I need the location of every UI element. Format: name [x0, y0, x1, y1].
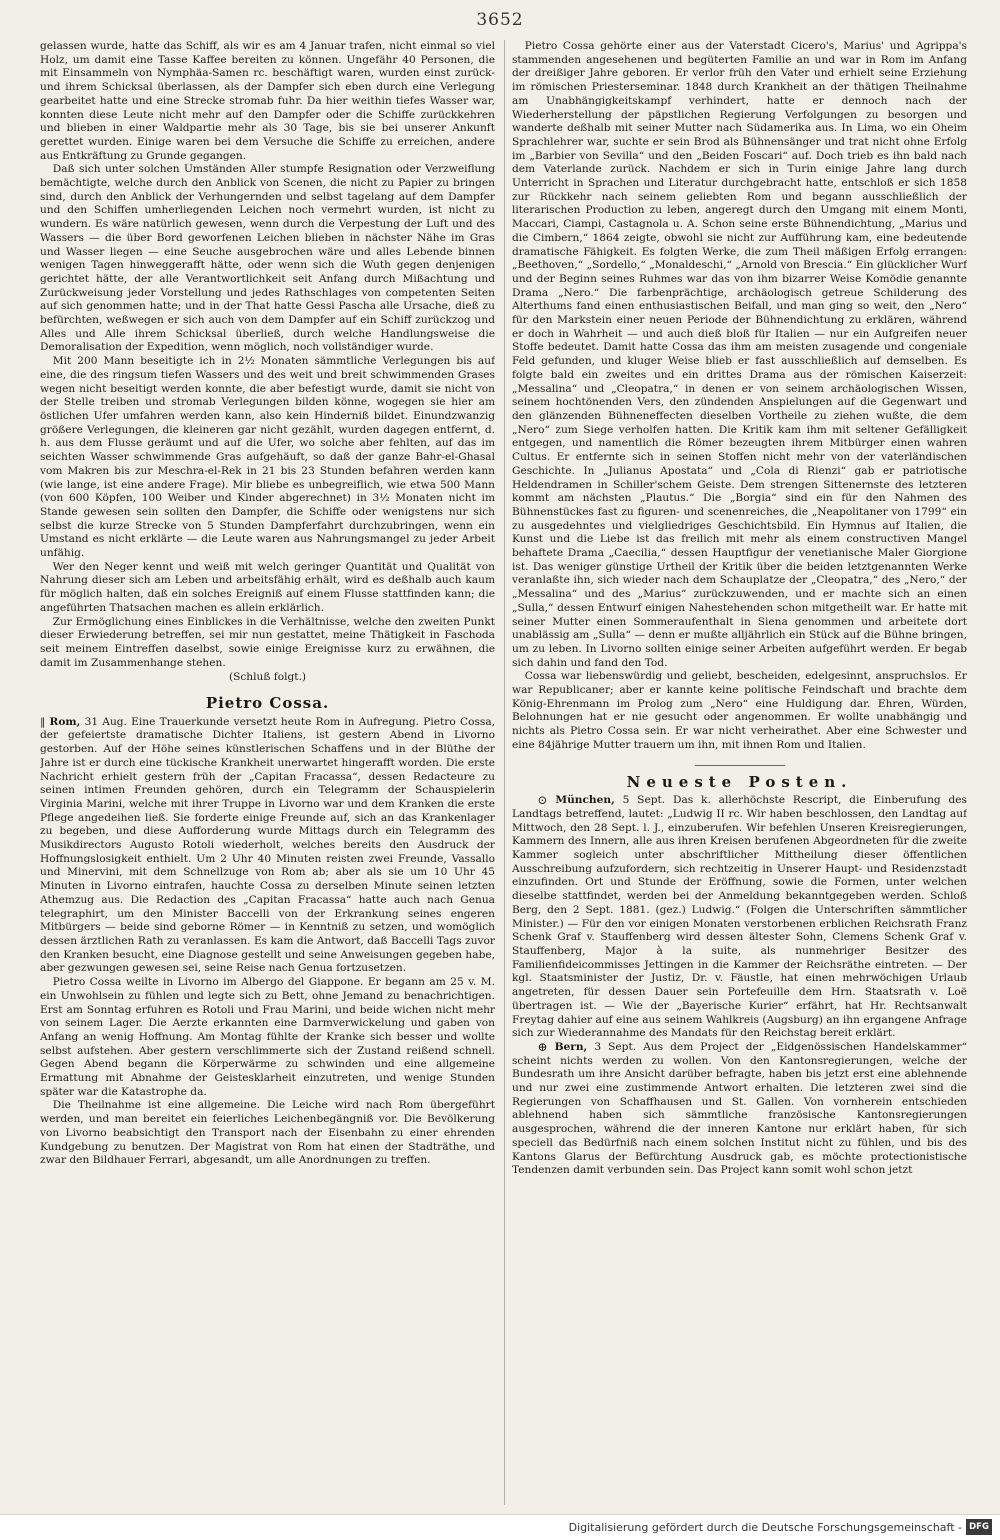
- section-title-latest-news: Neueste Posten.: [626, 772, 853, 791]
- article-paragraph: Die Theilnahme ist eine allgemeine. Die Leiche wird nach Rom übergeführt werden, und man bereitet ein feierliches Leichenbegängniß vor. Die Bevölkerung von Livorno beabsichtigt den Transport nach der Eisenbahn zu einer ehrenden Kundgebung zu benutzen. Der Magistrat von Rom hat einen der Stadträthe, und zwar den Bildhauer Ferrari, abgesandt, um alle Anordnungen zu treffen.: [40, 1099, 495, 1167]
- article-paragraph: Zur Ermöglichung eines Einblickes in die Verhältnisse, welche den zweiten Punkt dieser Erwiederung betreffen, sei mir nun gestattet, meine Thätigkeit in Faschoda seit meinem Eintreffen daselbst, sowie einige Ereignisse kurz zu erwähnen, die damit im Zusammenhange stehen.: [40, 615, 495, 669]
- right-column: [512, 40, 967, 1505]
- cossa-lead-paragraph: [40, 716, 495, 976]
- funding-notice: Digitalisierung gefördert durch die Deutsche Forschungsgemeinschaft -: [568, 1521, 962, 1534]
- article-paragraph: Daß sich unter solchen Umständen Aller stumpfe Resignation oder Verzweiflung bemächtigte, welche durch den Anblick von Scenen, die nicht zu Papier zu bringen sind, durch den Anblick der Verhungernden und selbst tagelang auf dem Dampfer und den Schiffen umherliegenden Leichen noch vermehrt wurden, ist nicht zu wundern. Es wäre natürlich gewesen, wenn durch die Verpestung der Luft und des Wassers — die über Bord geworfenen Leichen blieben in nächster Nähe im Gras und Wasser liegen — eine Seuche ausgebrochen wäre und alles Lebende binnen wenigen Tagen hinweggerafft hätte, oder wenn sich die Wuth gegen denjenigen gerichtet hätte, der alle Verantwortlichkeit seit Anfang durch Mißachtung und Zurückweisung jeder Vorstellung und jedes Rathschlages von competenten Seiten auf sich genommen hatte; und in der That hatte Gessi Pascha alle Ursache, dieß zu befürchten, weßwegen er sich auch von dem Dampfer auf ein Schiff zurückzog und Alles und Alle ihrem Schicksal überließ, durch welche Handlungsweise die Demoralisation der Expedition, wenn möglich, noch vollständiger wurde.: [40, 163, 495, 354]
- to-be-continued-note: (Schluß folgt.): [228, 671, 307, 684]
- section-separator: [695, 765, 785, 766]
- cross-circle-emblem-icon: ⊕: [537, 1039, 548, 1054]
- circle-emblem-icon: ⊙: [537, 793, 548, 808]
- dfg-logo: DFG: [966, 1519, 992, 1535]
- news-item-bern: [512, 1041, 967, 1178]
- article-text: 3 Sept. Aus dem Project der „Eidgenössischen Handelskammer“ scheint nichts werden zu wollen. Von den Kantonsregierungen, welche der Bundesrath um ihre Ansicht darüber befragte, haben bis jetzt erst eine ablehnende und nur zwei eine zustimmende Antwort erhalten. Die letzteren zwei sind die Regierungen von Schaffhausen und St. Gallen. Von vornherein entschieden ablehnend haben sich sämmtliche französische Kantonsregierungen ausgesprochen, während die der inneren Kantone nur erklärt haben, für sich speciell das Bedürfniß nach einem solchen Institut nicht zu fühlen, und bis des Kantons Glarus der Befürchtung Ausdruck gab, es möchte protectionistische Tendenzen damit verbunden sein. Das Project kann somit wohl schon jetzt: [512, 1040, 967, 1177]
- double-bar-icon: ‖: [40, 715, 46, 728]
- article-paragraph: Cossa war liebenswürdig und geliebt, bescheiden, edelgesinnt, anspruchslos. Er war Republicaner; aber er kannte keine politische Feindschaft und brachte dem König-Ehrenmann im Prolog zum „Nero“ eine Huldigung dar. Ehren, Würden, Belohnungen hat er nie gesucht oder angenommen. Er wollte unabhängig und nichts als Pietro Cossa sein. Er war nicht verheirathet. Aber eine Schwester und eine 84jährige Mutter trauern um ihn, mit ihnen Rom und Italien.: [512, 670, 967, 751]
- page-number: 3652: [476, 10, 524, 30]
- news-item-munich: [512, 794, 967, 1041]
- article-paragraph: gelassen wurde, hatte das Schiff, als wir es am 4 Januar trafen, nicht einmal so viel Holz, um damit eine Tasse Kaffee bereiten zu können. Ungefähr 40 Personen, die mit Einsammeln von Nymphäa-Samen rc. beschäftigt waren, wurden einst zurück- und ihrem Schicksal überlassen, als der Dampfer sich eben durch eine Verlegung gearbeitet hatte und eine Strecke stromab fuhr. Da hier weithin tiefes Wasser war, konnten diese Leute nicht mehr auf den Dampfer oder die Schiffe zurückkehren und blieben in einer Waldpartie mehr als 30 Tage, bis sie bei unserer Ankunft gerettet wurden. Einige waren bei dem Versuche die Schiffe zu erreichen, andere aus Entkräftung zu Grunde gegangen.: [40, 40, 495, 162]
- article-text: 5 Sept. Das k. allerhöchste Rescript, die Einberufung des Landtags betreffend, lautet: „Ludwig II rc. Wir haben beschlossen, den Landtag auf Mittwoch, den 28 Sept. l. J., einzuberufen. Wir befehlen Unseren Kreisregierungen, Kammern des Innern, alle aus ihren Kreisen berufenen Abgeordneten für die zweite Kammer sogleich unter abschriftlicher Mittheilung dieser öffentlichen Ausschreibung aufzufordern, sich rechtzeitig in Unserer Haupt- und Residenzstadt einzufinden. Ort und Stunde der Eröffnung, sowie die Formen, unter welchen dieselbe stattfindet, werden bei der Anmeldung bekanntgegeben werden. Schloß Berg, den 2 Sept. 1881. (gez.) Ludwig.“ (Folgen die Unterschriften sämmtlicher Minister.) — Für den vor einigen Monaten verstorbenen erblichen Reichsrath Franz Schenk Graf v. Stauffenberg wird dessen ältester Sohn, Clemens Schenk Graf v. Stauffenberg, Major à la suite, als nunmehriger Besitzer des Familienfideicommisses Jettingen in die Kammer der Reichsräthe eintreten. — Der kgl. Staatsminister der Justiz, Dr. v. Fäustle, hat einen mehrwöchigen Urlaub angetreten, für dessen Dauer sein Portefeuille dem Hrn. Staatsrath v. Loë übertragen ist. — Wie der „Bayerische Kurier“ erfährt, hat Hr. Rechtsanwalt Freytag dahier auf eine aus seinem Wahlkreis (Augsburg) an ihn ergangene Anfrage sich zur Wiederannahme des Mandats für den Reichstag bereit erklärt.: [512, 794, 967, 1040]
- dateline-rom: Rom,: [49, 715, 81, 728]
- section-title-pietro-cossa: Pietro Cossa.: [205, 694, 330, 713]
- dateline-bern: Bern,: [554, 1040, 588, 1053]
- digitization-footer: [0, 1514, 1000, 1540]
- article-text: Eine Trauerkunde versetzt heute Rom in Aufregung. Pietro Cossa, der gefeiertste dramatische Dichter Italiens, ist gestern Abend in Livorno gestorben. Auf der Höhe seines künstlerischen Schaffens und in der Blüthe der Jahre ist er durch eine tückische Krankheit unerwartet hingerafft worden. Die erste Nachricht erhielt gestern früh der „Capitan Fracassa“, dessen Redacteure zu seinen intimen Freunden gehören, durch ein Telegramm der Schauspielerin Virginia Marini, welche mit ihrer Truppe in Livorno war und dem Kranken die erste Pflege angedeihen ließ. Sie forderte einige Freunde auf, sich an das Krankenlager zu begeben, und diese Aufforderung wurde Mittags durch ein Telegramm des Musikdirectors Augusto Rotoli wiederholt, welches bereits den Ausdruck der Hoffnungslosigkeit enthielt. Um 2 Uhr 40 Minuten reisten zwei Freunde, Vassallo und Minervini, mit dem Schnellzuge von Rom ab; aber als sie um 10 Uhr 45 Minuten in Livorno eintrafen, hauchte Cossa zu derselben Minute seinen letzten Athemzug aus. Die Redaction des „Capitan Fracassa“ hatte auch nach Genua telegraphirt, um den Minister Baccelli von der Erkrankung seines engeren Mitbürgers — beide sind geborne Römer — in Kenntniß zu setzen, und womöglich dessen ärztlichen Rath zu veranlassen. Es kam die Antwort, daß Baccelli Tags zuvor den Kranken besucht, eine Diagnose gestellt und seine Anweisungen gegeben habe, aber gezwungen gewesen sei, seine Reise nach Genua fortzusetzen.: [40, 715, 495, 975]
- column-divider: [504, 40, 505, 1505]
- article-paragraph: Pietro Cossa weilte in Livorno im Albergo del Giappone. Er begann am 25 v. M. ein Unwohlsein zu fühlen und legte sich zu Bett, ohne Jemand zu benachrichtigen. Erst am Sonntag erfuhren es Rotoli und Frau Marini, und beide wichen nicht mehr von seinem Lager. Die Aerzte erkannten eine Darmverwickelung und gaben von Anfang an wenig Hoffnung. Am Montag fühlte der Kranke sich besser und wollte selbst aufstehen. Aber gestern verschlimmerte sich der Zustand reißend schnell. Gegen Abend begann die Körperwärme zu schwinden und eine allgemeine Ermattung mit Abnahme der Geistesklarheit einzutreten, und wenige Stunden später war die Katastrophe da.: [40, 976, 495, 1098]
- article-paragraph: Wer den Neger kennt und weiß mit welch geringer Quantität und Qualität von Nahrung dieser sich am Leben und arbeitsfähig erhält, wird es deßhalb auch kaum für möglich halten, daß ein solches Ereigniß auf einem Flusse stattfinden kann; die angeführten Thatsachen machen es allein erklärlich.: [40, 560, 495, 614]
- dateline-munich: München,: [555, 794, 615, 807]
- left-column: [40, 40, 495, 1505]
- dateline-date: 31 Aug.: [84, 715, 127, 728]
- article-paragraph: Mit 200 Mann beseitigte ich in 2½ Monaten sämmtliche Verlegungen bis auf eine, die des ringsum tiefen Wassers und des weit und breit schwimmenden Grases wegen nicht beseitigt werden konnte, die aber befestigt wurde, damit sie nicht von der Stelle treiben und stromab Verlegungen bilden könne, wogegen sie hier am östlichen Ufer umfahren werden kann, also kein Hinderniß bildet. Einundzwanzig größere Verlegungen, die kleineren gar nicht gezählt, wurden dagegen entfernt, d. h. aus dem Flusse geräumt und auf die Ufer, wo solche aber fehlten, auf das im seichten Wasser schwimmende Gras aufgehäuft, so daß der ganze Bahr-el-Ghasal vom Makren bis zur Meschra-el-Rek in 21 bis 23 Stunden befahren werden kann (wie lange, ist eine andere Frage). Mir bliebe es unbegreiflich, wie etwa 500 Mann (von 600 Köpfen, 100 Weiber und Kinder abgerechnet) in 3½ Monaten nicht im Stande gewesen sein sollten den Dampfer, die Schiffe oder wenigstens nur sich selbst die kurze Strecke von 5 Stunden Dampferfahrt durchzubringen, wenn ein Umstand es nicht erklärte — die Leute waren aus Nahrungsmangel zu jeder Arbeit unfähig.: [40, 355, 495, 560]
- article-paragraph: Pietro Cossa gehörte einer aus der Vaterstadt Cicero's, Marius' und Agrippa's stammenden angesehenen und begüterten Familie an und war in Rom im Anfang der dreißiger Jahre geboren. Er verlor früh den Vater und erhielt seine Erziehung im römischen Priesterseminar. 1848 durch Krankheit an der thätigen Theilnahme am Unabhängigkeitskampf verhindert, hatte er dennoch nach der Wiederherstellung der päpstlichen Regierung Verfolgungen zu besorgen und wanderte deßhalb mit seiner Mutter nach Südamerika aus. In Lima, wo ein Oheim Sprachlehrer war, suchte er sein Brod als Bühnensänger und trat nicht ohne Erfolg im „Barbier von Sevilla“ und den „Beiden Foscari“ auf. Doch trieb es ihn bald nach dem Vaterlande zurück. Nachdem er sich in Turin einige Jahre lang durch Unterricht in Sprachen und Literatur durchgebracht hatte, entschloß er sich 1858 zur Rückkehr nach seinem geliebten Rom und begann ausschließlich der literarischen Production zu leben, angeregt durch den Umgang mit einem Monti, Maccari, Ciampi, Castagnola u. A. Schon seine erste Bühnendichtung, „Marius und die Cimbern,“ 1864 zeigte, obwohl sie nicht zur Aufführung kam, eine bedeutende dramatische Fähigkeit. Es folgten Werke, die zum Theil mäßigen Erfolg errangen: „Beethoven,“ „Sordello,“ „Monaldeschi,“ „Arnold von Brescia.“ Ein glücklicher Wurf und der Beginn seines Ruhmes war das von ihm bizarrer Weise Komödie genannte Drama „Nero.“ Die farbenprächtige, archäologisch getreue Schilderung des Alterthums fand einen enthusiastischen Beifall, und man ging so weit, den „Nero“ für den Markstein einer neuen Periode der Bühnendichtung zu erklären, während er doch in Wahrheit — und auch dieß bloß für Italien — nur ein Aufgreifen neuer Stoffe bedeutet. Damit hatte Cossa das ihm am meisten zusagende und congeniale Feld gefunden, und kluger Weise blieb er fast ausschließlich auf demselben. Es folgte bald ein zweites und ein drittes Drama aus der römischen Kaiserzeit: „Messalina“ und „Cleopatra,“ in denen er von seinem archäologischen Wissen, seinem hochtönenden Vers, den zündenden Anspielungen auf die Gegenwart und den glänzenden Bühneneffecten dieselben Vortheile zu ziehen wußte, die dem „Nero“ zum Siege verholfen hatten. Die Kritik kam ihm mit seltener Gefälligkeit entgegen, und namentlich die Römer bezeugten ihrem Mitbürger einen wahren Cultus. Er entfernte sich in seinen Stoffen nicht mehr von der vaterländischen Geschichte. In „Julianus Apostata“ und „Cola di Rienzi“ gab er patriotische Heldendramen in Schiller'schem Geiste. Dem strengen Sittenernste des letzteren kommt am nächsten „Plautus.“ Die „Borgia“ sind ein für den Nahmen des Bühnenstückes fast zu figuren- und scenenreiches, die „Neapolitaner von 1799“ ein zu ausgedehntes und vielgliedriges Geschichtsbild. Ein Hymnus auf Italien, die Kunst und die Liebe ist das freilich mit mehr als einem constructiven Mangel behaftete Drama „Caecilia,“ dessen Hauptfigur der venetianische Maler Giorgione ist. Das weniger günstige Urtheil der Kritik über die beiden letztgenannten Werke veranlaßte ihn, sich wieder nach dem Schauplatze der „Cleopatra,“ des „Nero,“ der „Messalina“ und des „Marius“ zurückzuwenden, und er machte sich an einen „Sulla,“ dessen Entwurf einigen Nahestehenden schon mitgetheilt war. Er hatte mit seiner Mutter einen Sommeraufenthalt in Siena genommen und arbeitete dort unablässig am „Sulla“ — denn er mußte alljährlich ein Stück auf die Bühne bringen, um zu leben. In Livorno sollten einige seiner Arbeiten aufgeführt werden. Er begab sich dahin und fand den Tod.: [512, 40, 967, 669]
